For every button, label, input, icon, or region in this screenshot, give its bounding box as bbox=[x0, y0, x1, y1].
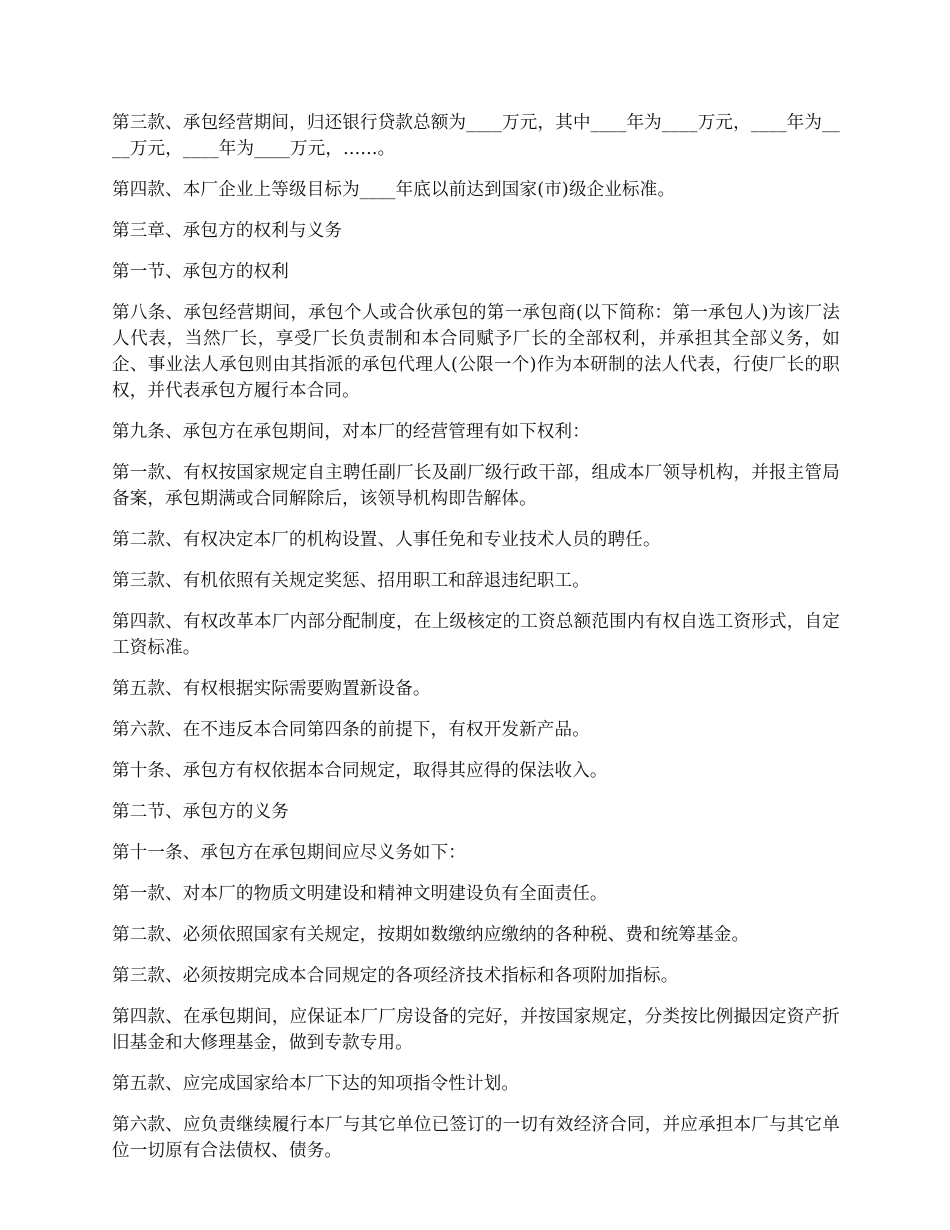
paragraph: 第六款、应负责继续履行本厂与其它单位已签订的一切有效经济合同，并应承担本厂与其它单位一切原有合法债权、债务。 bbox=[112, 1115, 840, 1161]
paragraph: 第四款、在承包期间，应保证本厂厂房设备的完好，并按国家规定，分类按比例撮因定资产折旧基金和大修理基金，做到专款专用。 bbox=[112, 1007, 840, 1053]
document-body bbox=[112, 110, 840, 1179]
paragraph: 第九条、承包方在承包期间，对本厂的经营管理有如下权利： bbox=[112, 422, 590, 442]
paragraph: 第四款、有权改革本厂内部分配制度，在上级核定的工资总额范围内有权自选工资形式，自定工资标准。 bbox=[112, 612, 840, 658]
paragraph: 第六款、在不违反本合同第四条的前提下，有权开发新产品。 bbox=[112, 720, 590, 740]
paragraph: 第五款、有权根据实际需要购置新设备。 bbox=[112, 679, 431, 699]
paragraph: 第二款、有权决定本厂的机构设置、人事任免和专业技术人员的聘任。 bbox=[112, 530, 661, 550]
paragraph: 第五款、应完成国家给本厂下达的知项指令性计划。 bbox=[112, 1074, 520, 1094]
paragraph: 第一款、对本厂的物质文明建设和精神文明建设负有全面责任。 bbox=[112, 884, 608, 904]
paragraph: 第二款、必须依照国家有关规定，按期如数缴纳应缴纳的各种税、费和统筹基金。 bbox=[112, 925, 750, 945]
paragraph: 第三款、承包经营期间，归还银行贷款总额为____万元，其中____年为____万元，____年为____万元，____年为____万元，......。 bbox=[112, 113, 840, 159]
paragraph: 第十一条、承包方在承包期间应尽义务如下： bbox=[112, 843, 466, 863]
paragraph: 第十条、承包方有权依据本合同规定，取得其应得的保法收入。 bbox=[112, 761, 608, 781]
paragraph: 第四款、本厂企业上等级目标为____年底以前达到国家(市)级企业标准。 bbox=[112, 180, 676, 200]
paragraph: 第八条、承包经营期间，承包个人或合伙承包的第一承包商(以下简称：第一承包人)为该厂法人代表，当然厂长，享受厂长负责制和本合同赋予厂长的全部权利，并承担其全部义务，如企、事业法人承包则由其指派的承包代理人(公限一个)作为本研制的法人代表，行使厂长的职权，并代表承包方履行本合同。 bbox=[112, 303, 840, 401]
section-heading: 第一节、承包方的权利 bbox=[112, 262, 289, 282]
chapter-heading: 第三章、承包方的权利与义务 bbox=[112, 221, 343, 241]
paragraph: 第一款、有权按国家规定自主聘任副厂长及副厂级行政干部，组成本厂领导机构，并报主管局备案，承包期满或合同解除后，该领导机构即告解体。 bbox=[112, 463, 840, 509]
paragraph: 第三款、有机依照有关规定奖惩、招用职工和辞退违纪职工。 bbox=[112, 571, 590, 591]
section-heading: 第二节、承包方的义务 bbox=[112, 802, 289, 822]
paragraph: 第三款、必须按期完成本合同规定的各项经济技术指标和各项附加指标。 bbox=[112, 966, 679, 986]
